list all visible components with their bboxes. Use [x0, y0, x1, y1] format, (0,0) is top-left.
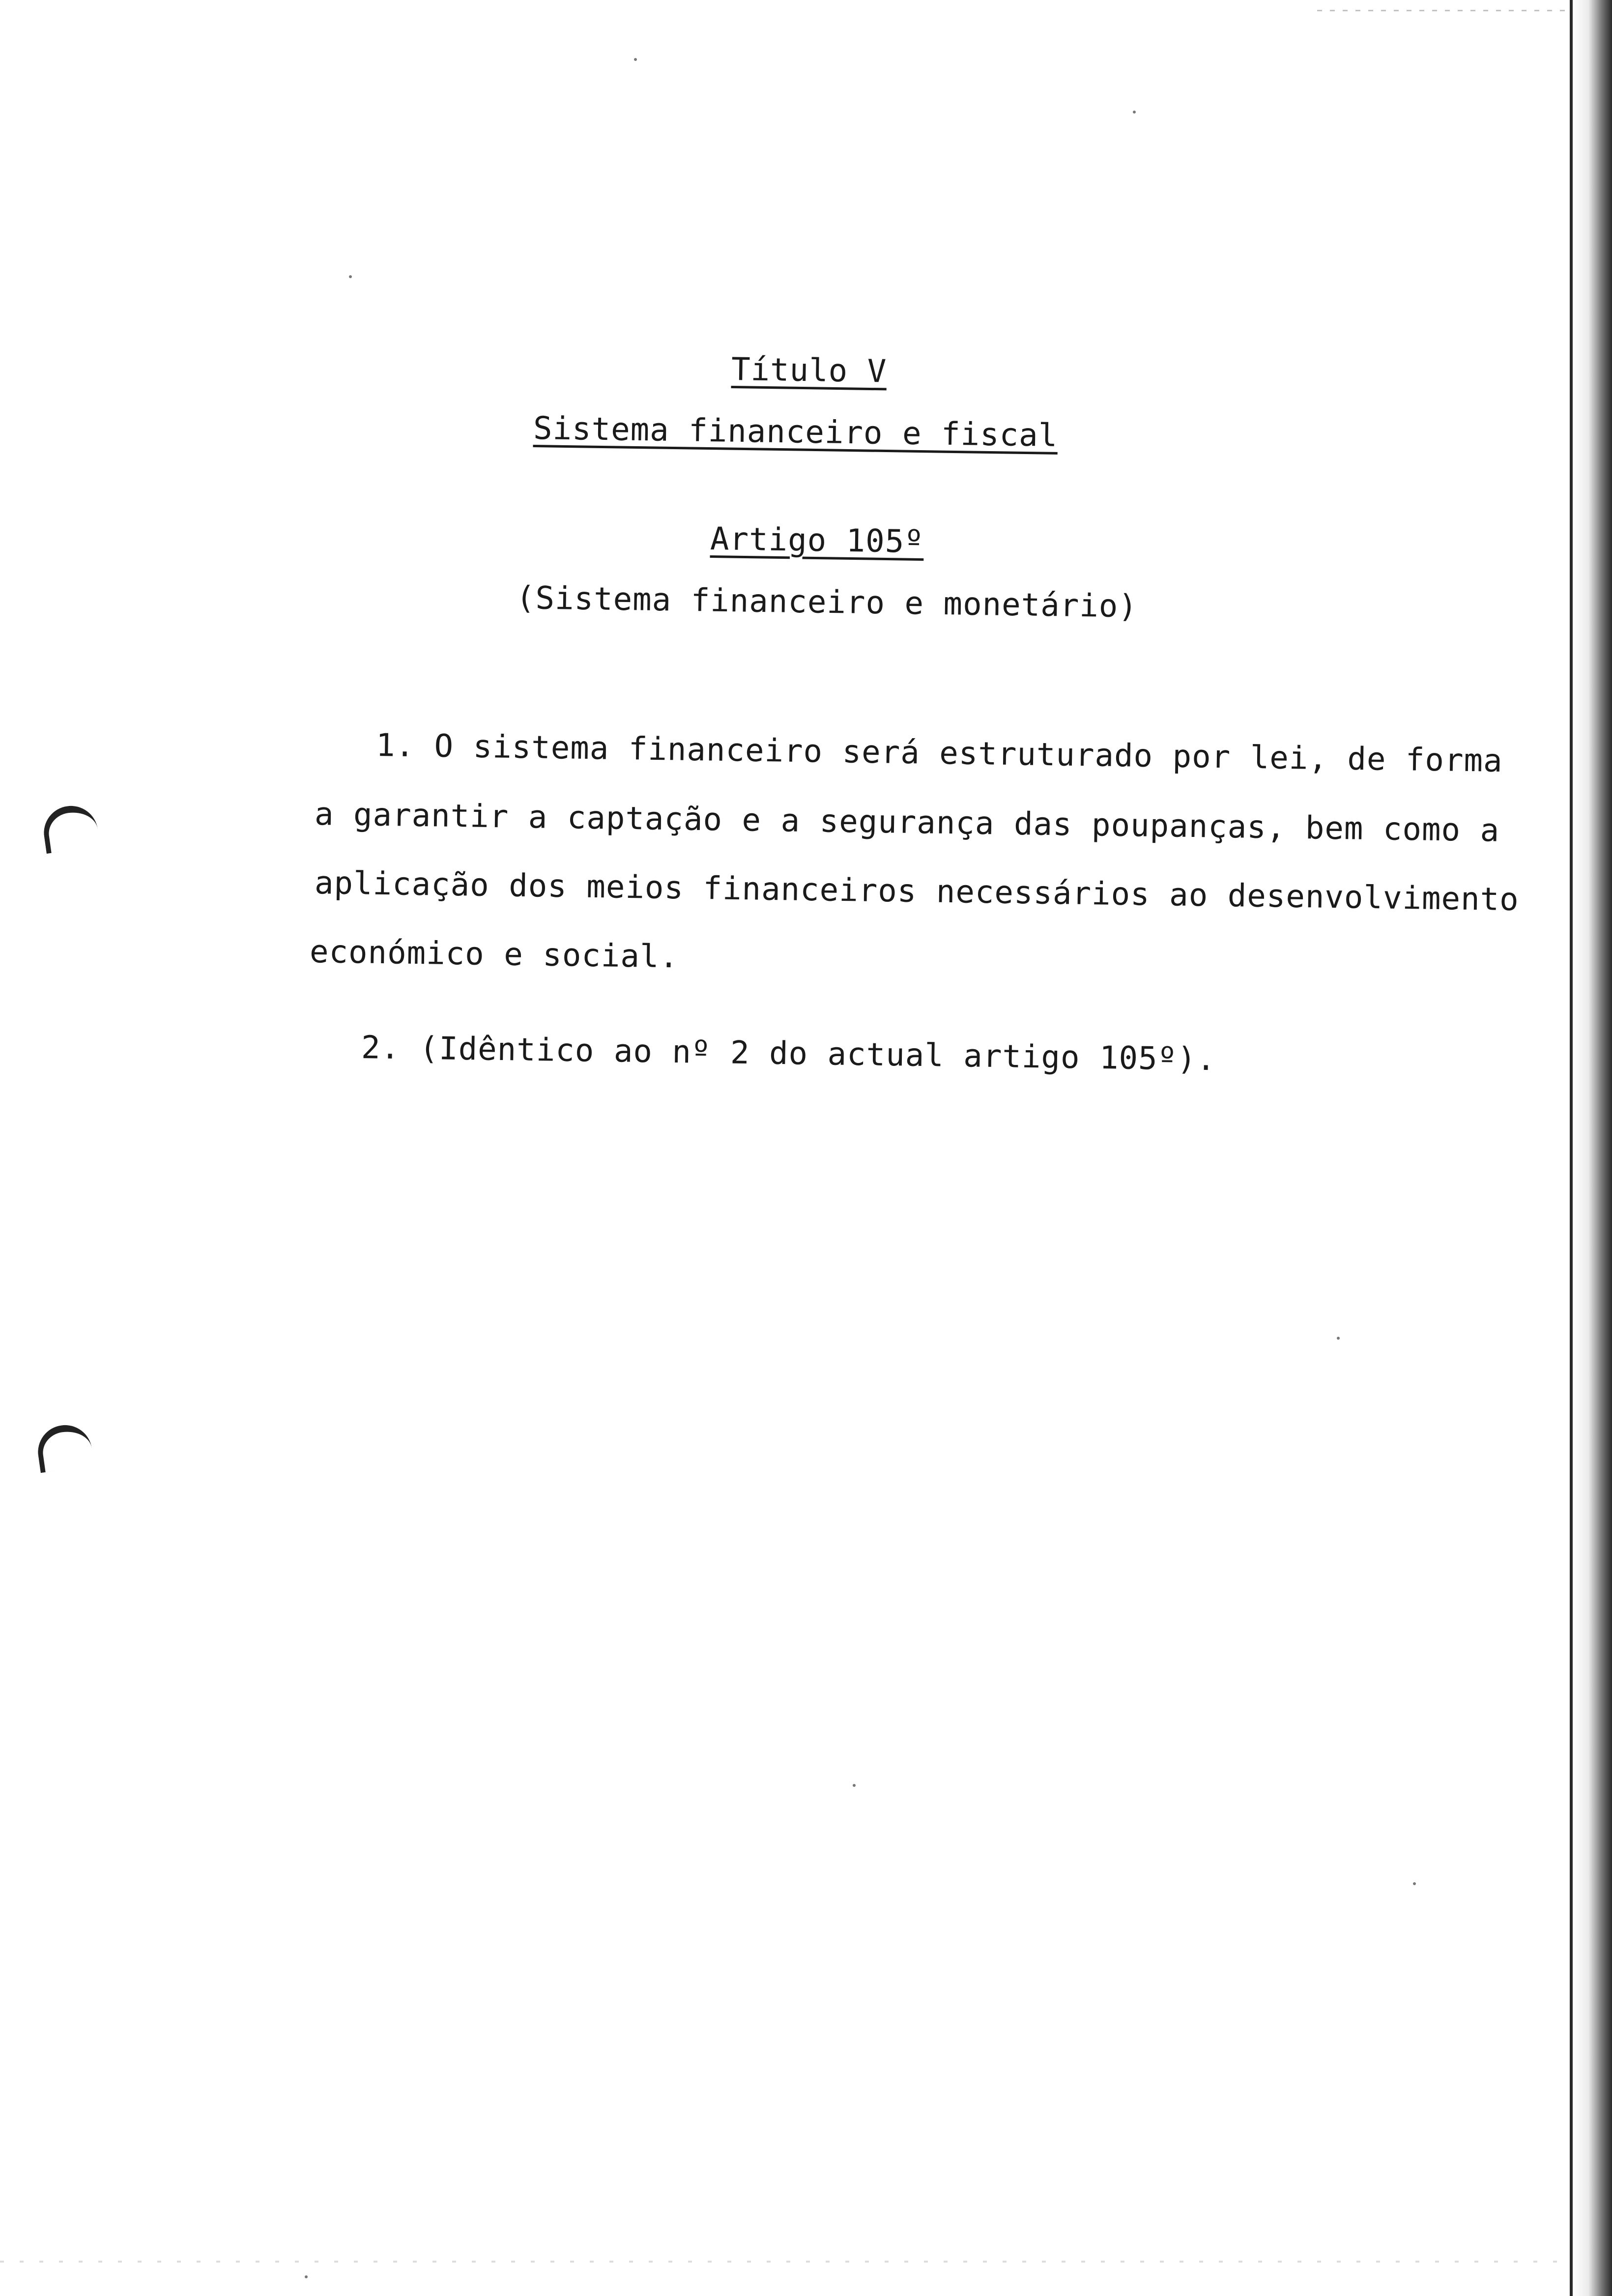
subtitle-heading: Sistema financeiro e fiscal: [533, 410, 1058, 454]
punch-hole-mark: [40, 803, 100, 854]
scan-speck: [1133, 111, 1136, 114]
scan-noise-bottom: [0, 2261, 1573, 2263]
title-heading: Título V: [731, 351, 887, 390]
punch-hole-mark: [34, 1422, 94, 1473]
page-edge-shadow: [1573, 0, 1612, 2296]
paragraph-1-line-2: a garantir a captação e a segurança das poupanças, bem como a: [314, 796, 1500, 849]
scan-speck: [349, 275, 352, 278]
scan-speck: [305, 2275, 308, 2278]
paragraph-1-line-3: aplicação dos meios financeiros necessários ao desenvolvimento: [314, 865, 1520, 918]
paragraph-2-line-1: 2. (Idêntico ao nº 2 do actual artigo 105º).: [361, 1030, 1216, 1078]
scan-noise-top: [1317, 10, 1573, 11]
article-heading: Artigo 105º: [710, 521, 924, 561]
scan-speck: [1337, 1337, 1340, 1340]
scan-speck: [1413, 1882, 1416, 1885]
scan-speck: [634, 58, 637, 61]
paragraph-1-line-1: 1. O sistema financeiro será estruturado por lei, de forma: [375, 727, 1503, 780]
paragraph-1-line-4: económico e social.: [309, 934, 679, 976]
article-subheading: (Sistema financeiro e monetário): [516, 580, 1138, 625]
scan-speck: [853, 1784, 856, 1787]
